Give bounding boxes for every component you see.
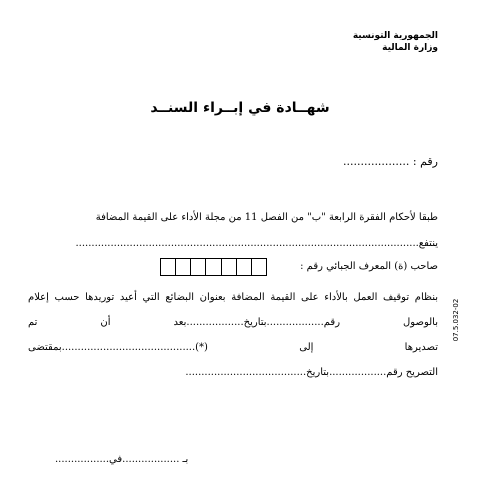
fiscal-id-digit-box xyxy=(221,259,236,275)
fiscal-id-digit-box xyxy=(161,259,175,275)
republic-header: الجمهورية التونسية xyxy=(352,31,438,41)
place-date-line: بـ ..................في................. xyxy=(55,454,189,465)
side-code-margin xyxy=(446,280,466,360)
fiscal-id-digit-box xyxy=(251,259,266,275)
fiscal-id-label: صاحب (ة) المعرف الجبائي رقم : xyxy=(300,261,438,272)
certificate-number: رقم : ................... xyxy=(342,155,438,168)
fiscal-id-digit-box xyxy=(236,259,251,275)
form-code: 07.5.032-02 xyxy=(452,298,460,342)
fiscal-id-digit-box xyxy=(205,259,220,275)
regime-line: بنظام توقيف العمل بالأداء على القيمة المضافة بعنوان البضائع التي أعيد توريدها حسب إعلام xyxy=(28,292,438,303)
declaration-line: التصريح رقم..................بتاريخ...................................... xyxy=(185,367,438,378)
export-line: تصديرها إلى (*)..........................................بمقتضى xyxy=(28,342,438,353)
fiscal-id-digit-box xyxy=(190,259,205,275)
fiscal-id-boxes xyxy=(160,258,267,276)
document-title: شهــادة في إبــراء السنــد xyxy=(150,100,330,116)
fiscal-id-digit-box xyxy=(175,259,190,275)
beneficiary-line: ينتفع............................................................................................................ xyxy=(75,238,438,249)
legal-basis-line: طبقا لأحكام الفقرة الرابعة "ب" من الفصل 11 من مجلة الأداء على القيمة المضافة xyxy=(95,212,438,223)
ministry-header: وزارة المالية xyxy=(382,43,438,53)
arrival-notice-line: بالوصول رقم..................بتاريخ..................بعد أن تم xyxy=(28,317,438,328)
